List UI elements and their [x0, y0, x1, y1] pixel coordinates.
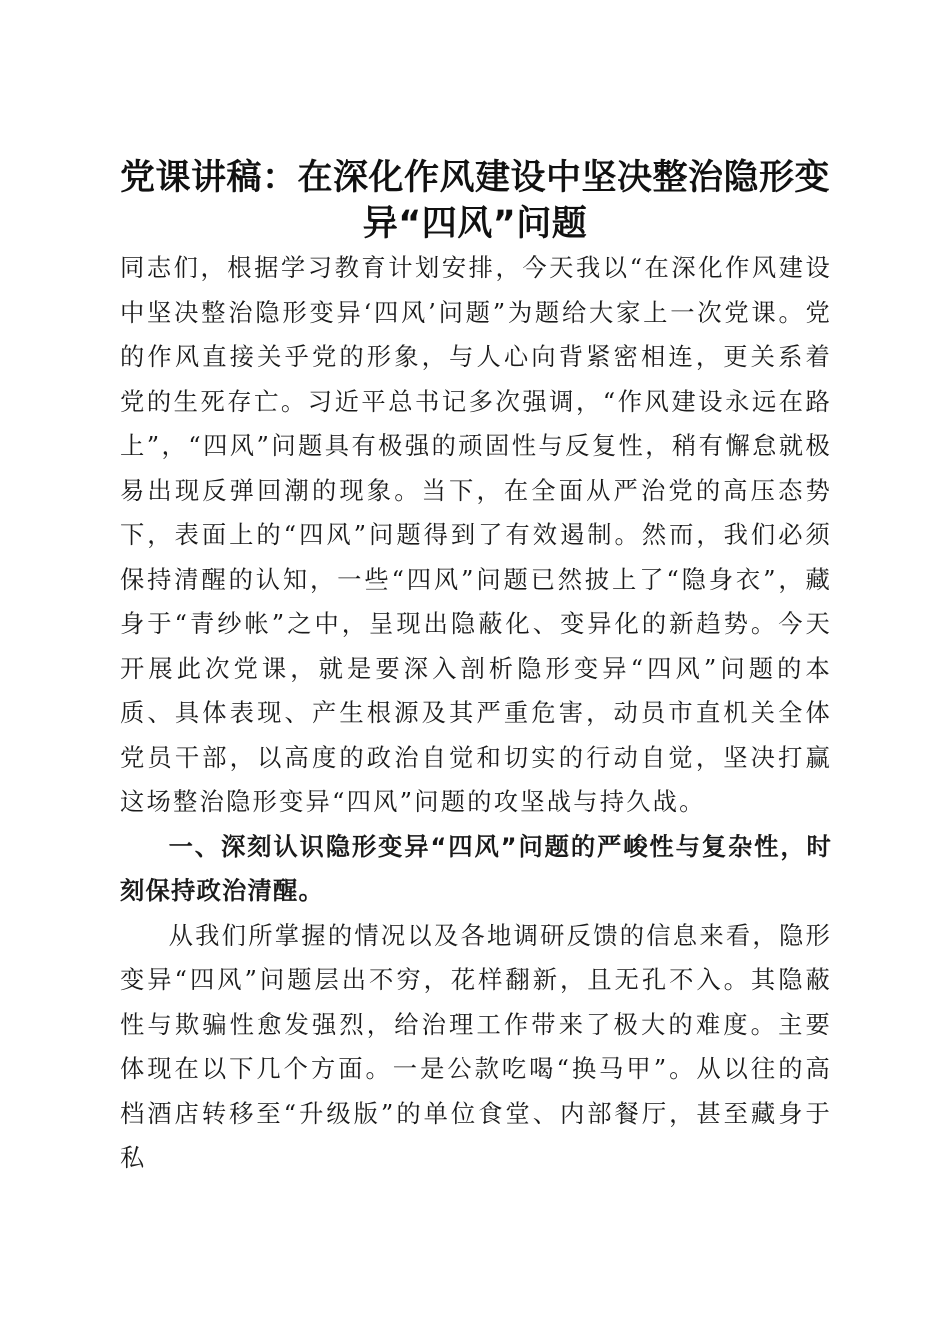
section-1-paragraph: 从我们所掌握的情况以及各地调研反馈的信息来看，隐形变异“四风”问题层出不穷，花样翻新，且无孔不入。其隐蔽性与欺骗性愈发强烈，给治理工作带来了极大的难度。主要体现在以下几个方面。一是公款吃喝“换马甲”。从以往的高档酒店转移至“升级版”的单位食堂、内部餐厅，甚至藏身于私 [120, 920, 832, 1172]
document-body [120, 246, 832, 1181]
title-line-2: 异“四风”问题 [362, 204, 588, 245]
page-title [110, 155, 840, 247]
intro-paragraph: 同志们，根据学习教育计划安排，今天我以“在深化作风建设中坚决整治隐形变异‘四风’问题”为题给大家上一次党课。党的作风直接关乎党的形象，与人心向背紧密相连，更关系着党的生死存亡。习近平总书记多次强调，“作风建设永远在路上”，“四风”问题具有极强的顽固性与反复性，稍有懈怠就极易出现反弹回潮的现象。当下，在全面从严治党的高压态势下，表面上的“四风”问题得到了有效遏制。然而，我们必须保持清醒的认知，一些“四风”问题已然披上了“隐身衣”，藏身于“青纱帐”之中，呈现出隐蔽化、变异化的新趋势。今天开展此次党课，就是要深入剖析隐形变异“四风”问题的本质、具体表现、产生根源及其严重危害，动员市直机关全体党员干部，以高度的政治自觉和切实的行动自觉，坚决打赢这场整治隐形变异“四风”问题的攻坚战与持久战。 [120, 253, 832, 816]
title-line-1: 党课讲稿：在深化作风建设中坚决整治隐形变 [119, 158, 830, 199]
section-heading-1: 一、深刻认识隐形变异“四风”问题的严峻性与复杂性，时刻保持政治清醒。 [120, 831, 832, 905]
